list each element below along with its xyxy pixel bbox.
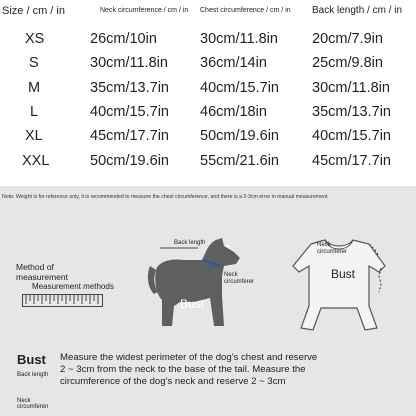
dog-bust-label: Bust bbox=[180, 297, 205, 311]
cell-size: XL bbox=[25, 128, 43, 144]
cell-back: 40cm/15.7in bbox=[312, 128, 391, 144]
method-title-line2: measurement bbox=[16, 272, 68, 282]
method-title bbox=[16, 262, 68, 282]
method-title-line1: Method of bbox=[16, 262, 54, 272]
cell-back: 35cm/13.7in bbox=[312, 104, 391, 120]
cell-chest: 50cm/19.6in bbox=[200, 128, 279, 144]
cell-neck: 30cm/11.8in bbox=[90, 55, 168, 71]
cell-back: 45cm/17.7in bbox=[312, 153, 391, 169]
cell-chest: 46cm/18in bbox=[200, 104, 267, 120]
header-back: Back length / cm / in bbox=[312, 5, 403, 16]
cell-chest: 40cm/15.7in bbox=[200, 80, 279, 96]
back-length-title: Back length bbox=[17, 372, 49, 378]
cell-size: M bbox=[28, 80, 41, 96]
measurement-note: Note: Weight is for reference only, it is recommended to measure the chest circumference, and there is a 2-3cm error in manual measurement. bbox=[2, 194, 329, 200]
shirt-bust-label: Bust bbox=[331, 267, 356, 281]
size-table bbox=[0, 0, 416, 186]
instruction-line: 2 ~ 3cm from the neck to the base of the tail. Measure the bbox=[60, 364, 306, 375]
cell-back: 25cm/9.8in bbox=[312, 55, 383, 71]
table-row bbox=[0, 128, 416, 152]
table-row bbox=[0, 31, 416, 55]
cell-neck: 40cm/15.7in bbox=[90, 104, 169, 120]
cell-chest: 55cm/21.6in bbox=[200, 153, 279, 169]
table-row bbox=[0, 80, 416, 104]
header-chest: Chest circumference / cm / in bbox=[200, 7, 291, 14]
cell-back: 20cm/7.9in bbox=[312, 31, 383, 47]
dog-diagram bbox=[144, 236, 264, 332]
measurement-methods-label: Measurement methods bbox=[32, 282, 114, 291]
cell-neck: 45cm/17.7in bbox=[90, 128, 169, 144]
table-row bbox=[0, 153, 416, 177]
cell-size: S bbox=[29, 55, 39, 71]
cell-neck: 50cm/19.6in bbox=[90, 153, 169, 169]
cell-chest: 30cm/11.8in bbox=[200, 31, 278, 47]
cell-chest: 36cm/14in bbox=[200, 55, 267, 71]
table-row bbox=[0, 104, 416, 128]
cell-size: XXL bbox=[22, 153, 50, 169]
instruction-line: circumference of the dog's neck and reserve 2 ~ 3cm bbox=[60, 376, 286, 387]
cell-neck: 35cm/13.7in bbox=[90, 80, 169, 96]
dog-back-length-label: Back length bbox=[174, 240, 206, 246]
table-row bbox=[0, 55, 416, 79]
cell-back: 30cm/11.8in bbox=[312, 80, 390, 96]
shirt-diagram bbox=[285, 236, 401, 336]
header-neck: Neck circumference / cm / in bbox=[100, 7, 189, 14]
cell-neck: 26cm/10in bbox=[90, 31, 157, 47]
instructions-text bbox=[60, 352, 412, 388]
cell-size: L bbox=[30, 104, 39, 120]
ruler-icon bbox=[22, 294, 104, 308]
instruction-line: Measure the widest perimeter of the dog's chest and reserve bbox=[60, 352, 318, 363]
bust-title: Bust bbox=[17, 352, 46, 367]
shirt-neck-label: Neck circumferer bbox=[317, 242, 348, 255]
neck-title: Neck circumferen bbox=[17, 398, 49, 410]
dog-neck-label: Neck circumferer bbox=[224, 272, 255, 285]
cell-size: XS bbox=[25, 31, 45, 47]
header-size: Size / cm / in bbox=[2, 5, 65, 17]
